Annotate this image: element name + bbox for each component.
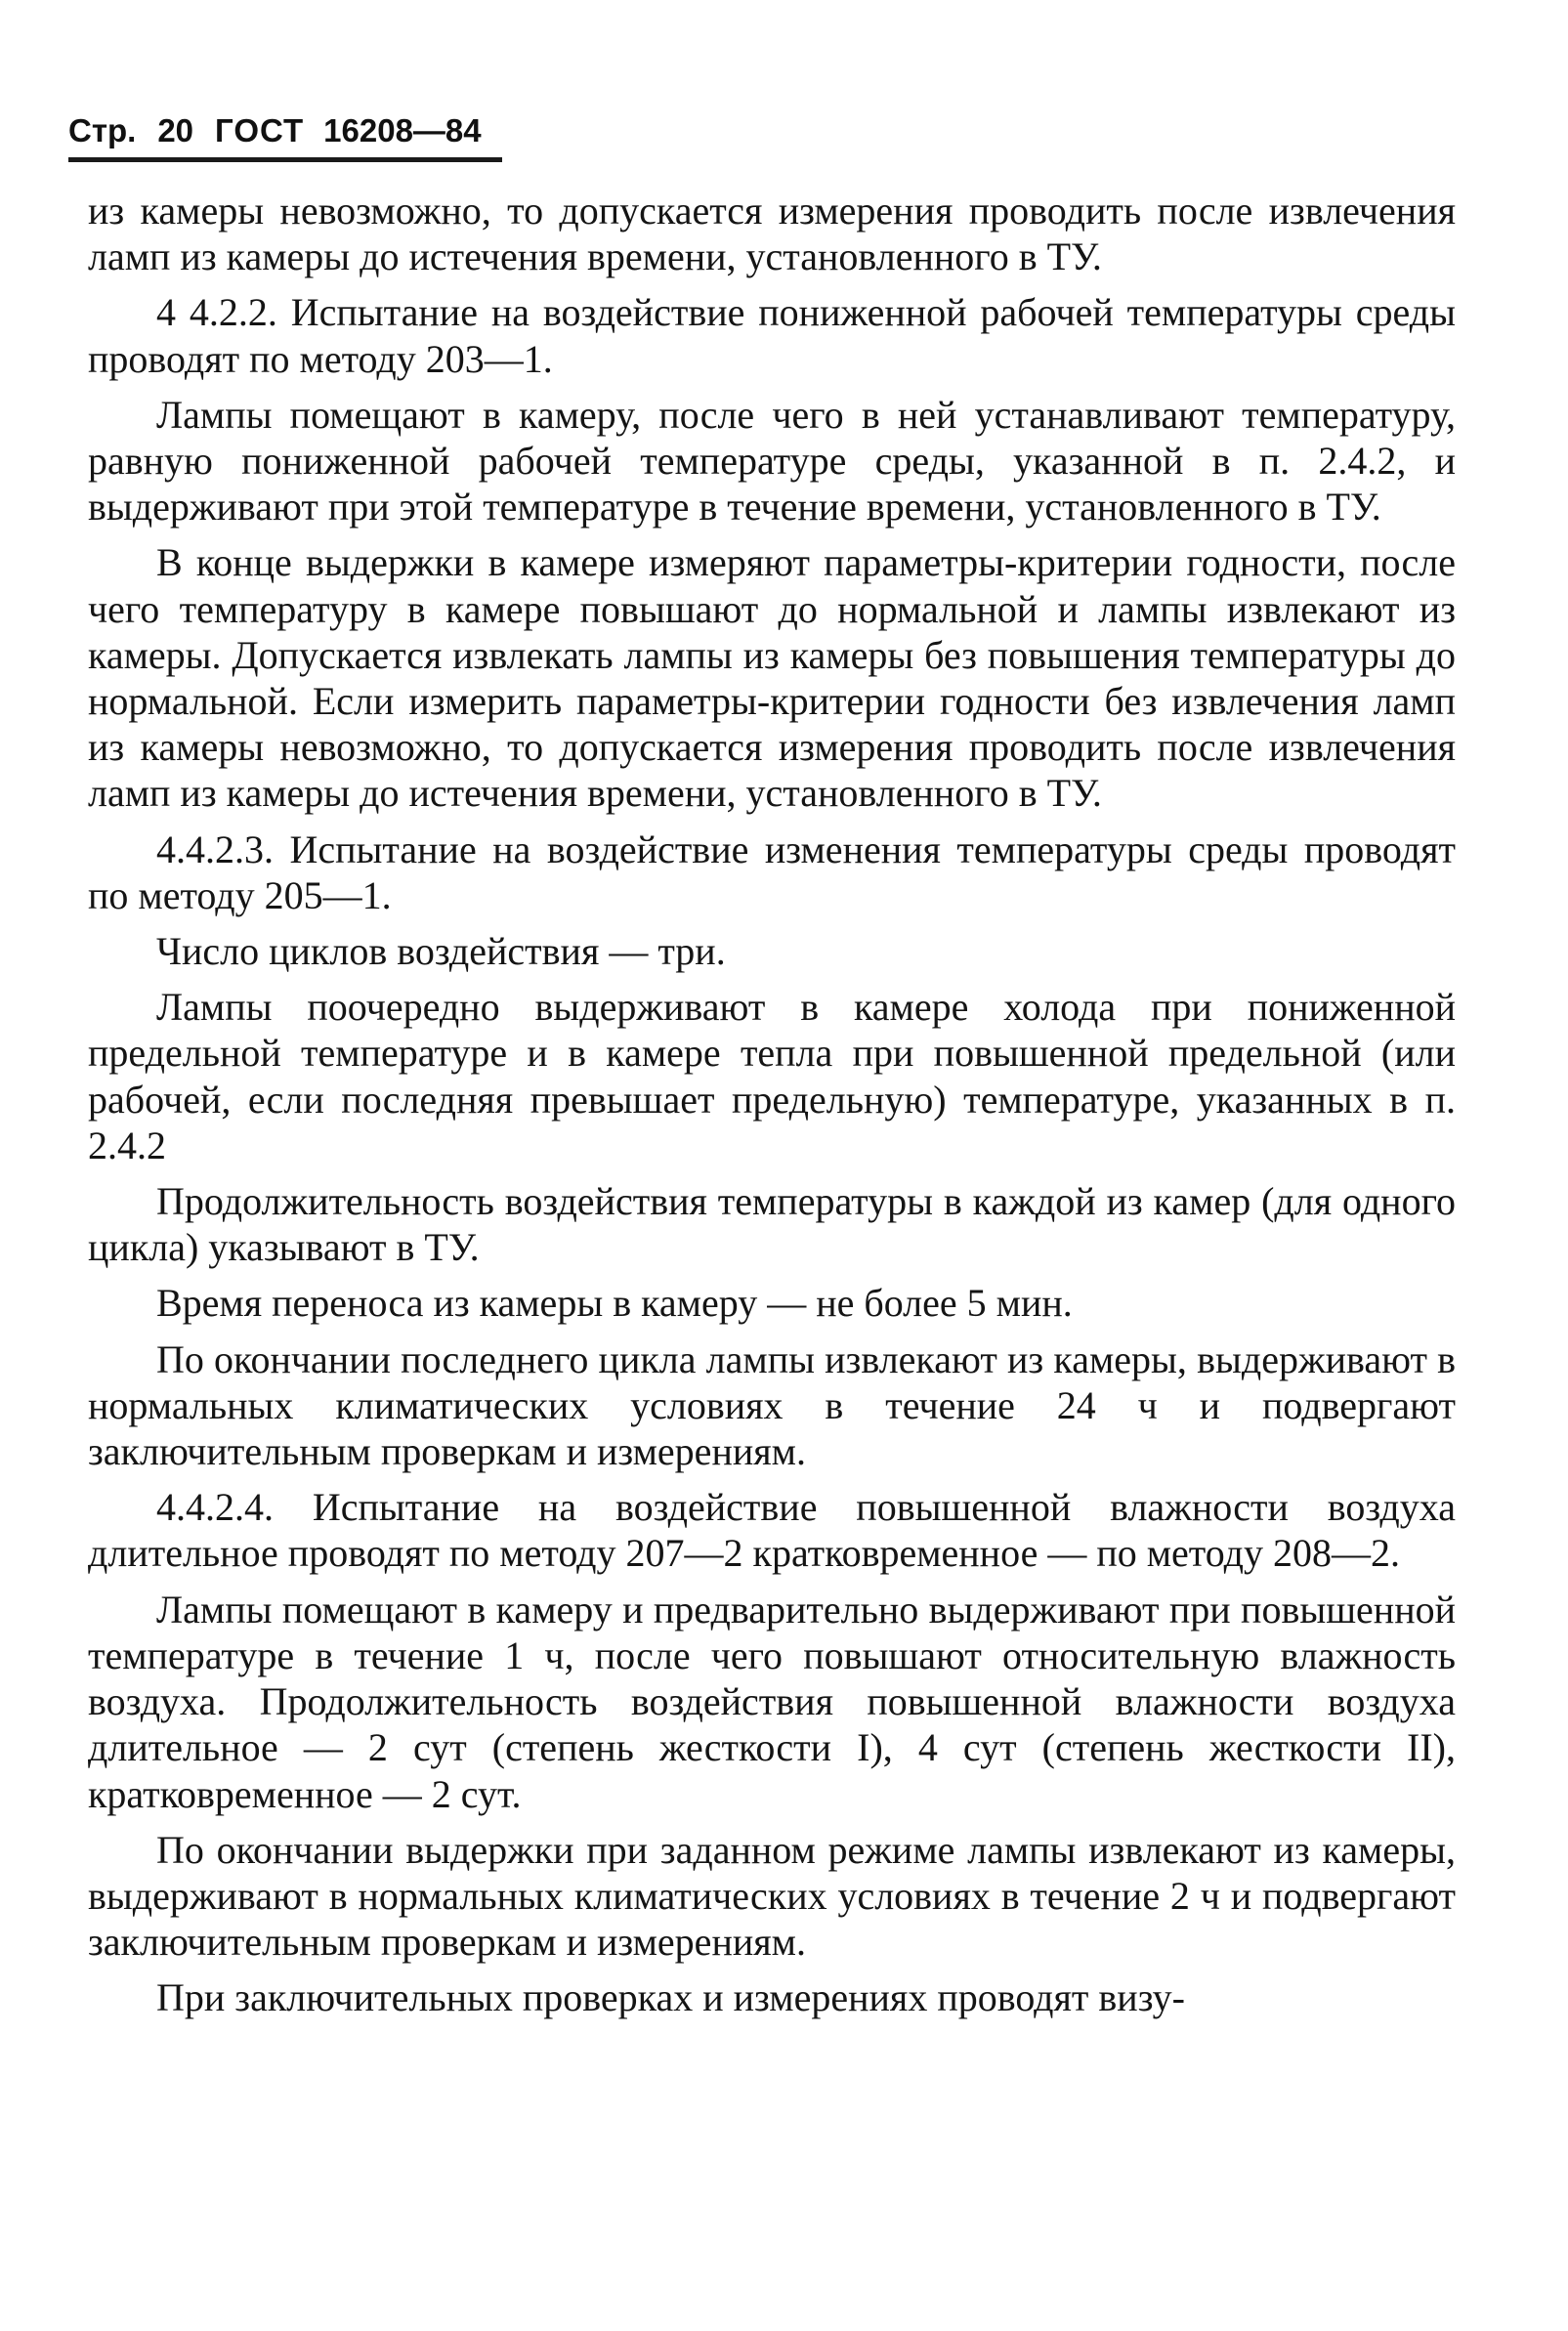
paragraph: Лампы поочередно выдерживают в камере холода при пониженной предельной температуре и в камере тепла при повышенной предельной (или рабочей, если последняя превышает предельную) температуре, указанных в п. 2.4.2 xyxy=(88,985,1456,1167)
header-rule xyxy=(68,157,502,162)
paragraph: Число циклов воздействия — три. xyxy=(156,929,726,974)
page-number: 20 xyxy=(157,112,194,148)
paragraph: По окончании выдержки при заданном режиме лампы извлекают из камеры, выдерживают в нормальных климатических условиях в течение 2 ч и подвергают заключительным проверкам и измерениям. xyxy=(88,1827,1456,1965)
paragraph: 4.4.2.4. Испытание на воздействие повышенной влажности воздуха длительное проводят по методу 207—2 кратковременное — по методу 208—2. xyxy=(88,1485,1456,1576)
paragraph: 4 4.2.2. Испытание на воздействие пониженной рабочей температуры среды проводят по методу 203—1. xyxy=(88,290,1456,381)
page-label: Стр. xyxy=(68,112,137,148)
page-header xyxy=(68,109,482,152)
paragraph: По окончании последнего цикла лампы извлекают из камеры, выдерживают в нормальных климатических условиях в течение 24 ч и подвергают заключительным проверкам и измерениям. xyxy=(88,1336,1456,1474)
standard-number: 16208—84 xyxy=(323,112,482,148)
standard-label: ГОСТ xyxy=(215,112,305,148)
paragraph: 4.4.2.3. Испытание на воздействие изменения температуры среды проводят по методу 205—1. xyxy=(88,826,1456,917)
body-text xyxy=(88,188,1456,2031)
paragraph: Лампы помещают в камеру, после чего в ней устанавливают температуру, равную пониженной рабочей температуре среды, указанной в п. 2.4.2, и выдерживают при этой температуре в течение времени, установленного в ТУ. xyxy=(88,392,1456,530)
paragraph: В конце выдержки в камере измеряют параметры-критерии годности, после чего температуру в камере повышают до нормальной и лампы извлекают из камеры. Допускается извлекать лампы из камеры без повышения температуры до нормальной. Если измерить параметры-критерии годности без извлечения ламп из камеры невозможно, то допускается измерения проводить после извлечения ламп из камеры до истечения времени, установленного в ТУ. xyxy=(88,540,1456,816)
paragraph: Время переноса из камеры в камеру — не более 5 мин. xyxy=(156,1281,1073,1326)
paragraph: При заключительных проверках и измерениях проводят визу- xyxy=(156,1975,1185,2020)
paragraph: из камеры невозможно, то допускается измерения проводить после извлечения ламп из камеры до истечения времени, установленного в ТУ. xyxy=(88,189,1456,279)
paragraph: Лампы помещают в камеру и предварительно выдерживают при повышенной температуре в течение 1 ч, после чего повышают относительную влажность воздуха. Продолжительность воздействия повышенной влажности воздуха длительное — 2 сут (степень жесткости I), 4 сут (степень жесткости II), кратковременное — 2 сут. xyxy=(88,1587,1456,1816)
paragraph: Продолжительность воздействия температуры в каждой из камер (для одного цикла) указывают в ТУ. xyxy=(88,1179,1456,1270)
